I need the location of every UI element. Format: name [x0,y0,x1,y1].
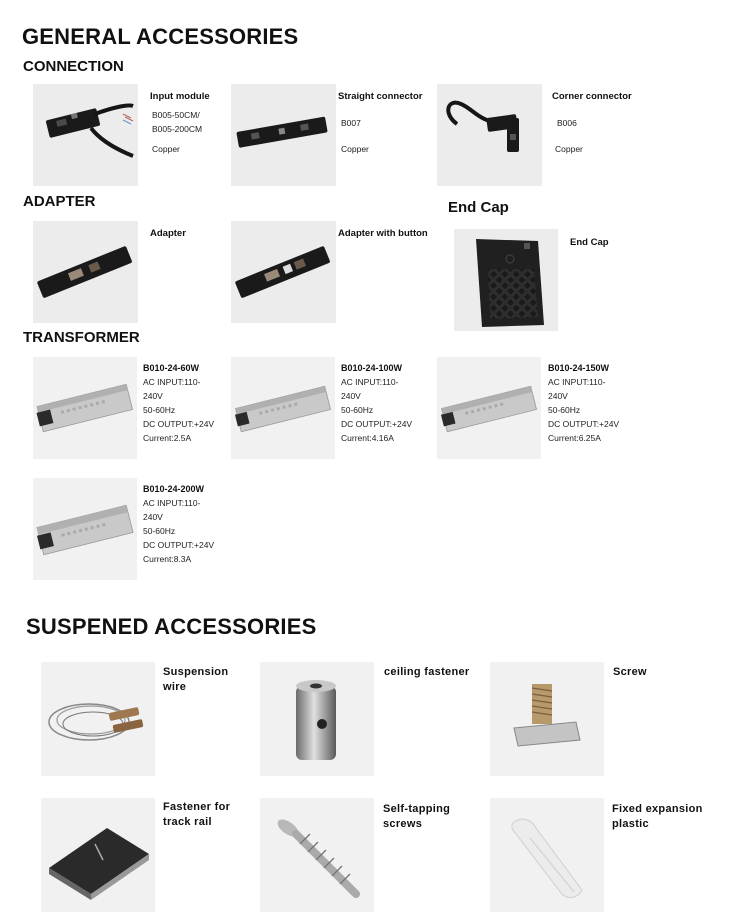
suspended-accessories-title: SUSPENED ACCESSORIES [26,614,317,639]
input-module-model-1: B005-50CM/ [152,110,200,120]
transformer-100w-model: B010-24-100W [341,363,403,373]
straight-connector-model: B007 [341,118,361,128]
spec-line: Current:6.25A [548,433,601,443]
suspension-wire-title [163,665,228,695]
transformer-200w-image [33,478,137,580]
transformer-200w-spec [143,482,214,566]
fastener-track-rail-image [41,798,155,912]
self-tapping-screws-image [260,798,374,912]
transformer-60w-model: B010-24-60W [143,363,200,373]
spec-line: 240V [341,391,361,401]
spec-line: 50-60Hz [341,405,374,415]
ceiling-fastener-image [260,662,374,776]
name-line: Fixed expansion [612,803,703,815]
end-cap-image [454,229,558,331]
name-line: Fastener for [163,801,231,813]
adapter-with-button-image [231,221,336,323]
adapter-title: Adapter [150,228,186,239]
input-module-title: Input module [150,91,210,102]
spec-line: DC OUTPUT:+24V [143,419,215,429]
ceiling-fastener-title [384,665,470,680]
transformer-150w-model: B010-24-150W [548,363,610,373]
spec-line: AC INPUT:110- [548,377,606,387]
name-line: track rail [163,816,212,828]
name-line: plastic [612,818,649,830]
end-cap-title: End Cap [570,237,609,248]
spec-line: 50-60Hz [548,405,581,415]
name-line: Suspension [163,666,229,678]
screw-title [613,665,647,680]
spec-line: DC OUTPUT:+24V [143,540,215,550]
input-module-model-2: B005-200CM [152,124,203,134]
adapter-heading: ADAPTER [23,193,96,210]
spec-line: AC INPUT:110- [341,377,399,387]
general-accessories-title: GENERAL ACCESSORIES [22,24,299,49]
straight-connector-image [231,84,336,186]
name-line: Self-tapping [383,803,451,815]
spec-line: 50-60Hz [143,405,176,415]
input-module-image [33,84,138,186]
corner-connector-title: Corner connector [552,91,632,102]
adapter-image [33,221,138,323]
name-line: ceiling fastener [384,666,470,678]
transformer-100w-image [231,357,335,459]
straight-connector-title: Straight connector [338,91,423,102]
connection-heading: CONNECTION [23,58,124,75]
transformer-150w-spec [548,361,619,445]
fixed-expansion-plastic-title [612,802,703,832]
spec-line: DC OUTPUT:+24V [341,419,413,429]
transformer-150w-image [437,357,541,459]
name-line: screws [383,818,423,830]
spec-line: AC INPUT:110- [143,377,201,387]
corner-connector-model: B006 [557,118,577,128]
input-module-material: Copper [152,144,180,154]
transformer-heading: TRANSFORMER [23,329,140,346]
spec-line: Current:8.3A [143,554,192,564]
spec-line: 240V [143,391,163,401]
transformer-60w-spec [143,361,214,445]
fixed-expansion-plastic-image [490,798,604,912]
name-line: Screw [613,666,647,678]
suspension-wire-image [41,662,155,776]
spec-line: DC OUTPUT:+24V [548,419,620,429]
spec-line: 240V [143,512,163,522]
transformer-60w-image [33,357,137,459]
screw-image [490,662,604,776]
spec-line: AC INPUT:110- [143,498,201,508]
spec-line: 50-60Hz [143,526,176,536]
spec-line: Current:4.16A [341,433,394,443]
transformer-200w-model: B010-24-200W [143,484,205,494]
transformer-100w-spec [341,361,412,445]
straight-connector-material: Copper [341,144,369,154]
spec-line: 240V [548,391,568,401]
self-tapping-screws-title [383,802,450,832]
name-line: wire [163,681,187,693]
corner-connector-image [437,84,542,186]
end-cap-heading: End Cap [448,199,509,216]
spec-line: Current:2.5A [143,433,192,443]
corner-connector-material: Copper [555,144,583,154]
adapter-with-button-title: Adapter with button [338,228,428,239]
fastener-track-rail-title [163,800,230,830]
